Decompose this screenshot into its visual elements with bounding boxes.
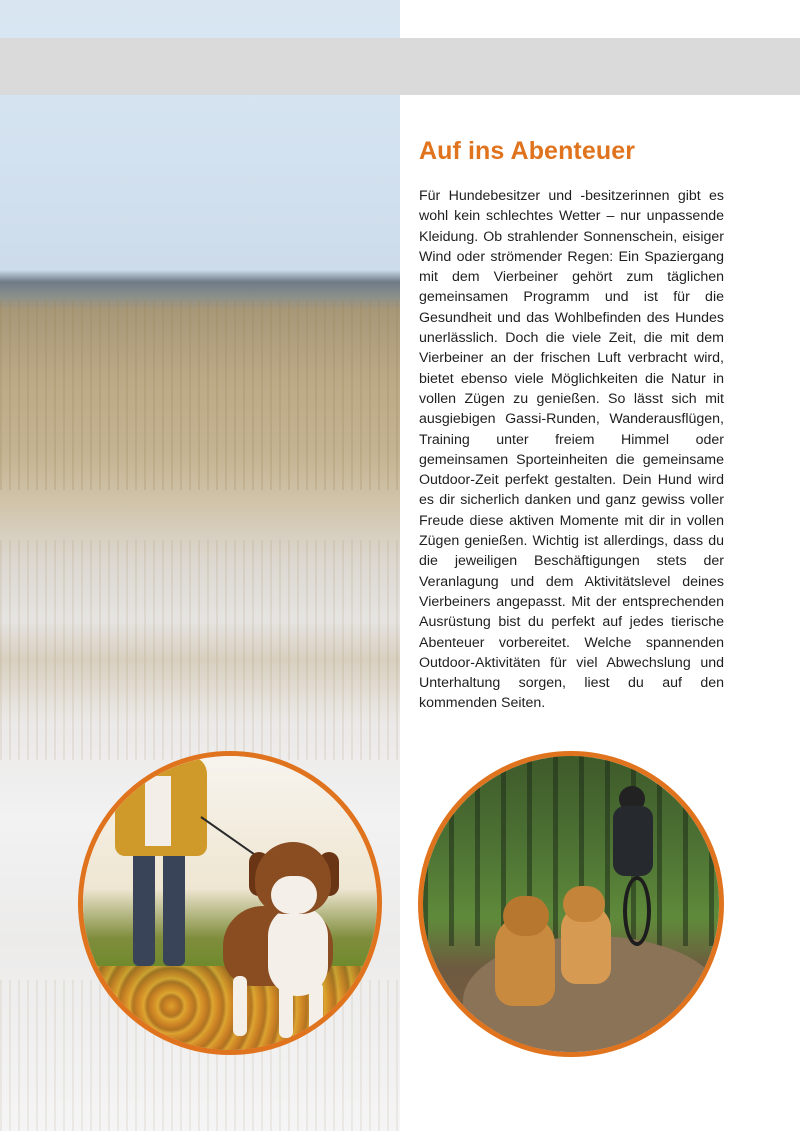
person-shirt: [145, 776, 171, 846]
person-leg: [133, 846, 155, 966]
article-body: Für Hundebesitzer und -besitzerinnen gibt es wohl kein schlechtes Wetter – nur unpassende Kleidung. Ob strahlender Sonnenschein, eisiger Wind oder strömender Regen: Ein Spaziergang mit dem Vierbeiner gehört zum täglichen gemeinsamen Programm und ist für die Gesundheit und das Wohlbefinden des Hundes unerlässlich. Doch die viele Zeit, die mit dem Vierbeiner an der frischen Luft verbracht wird, bietet ebenso viele Möglichkeiten die Natur in vollen Zügen zu genießen. So lässt sich mit ausgiebigen Gassi-Runden, Wanderausflügen, Training unter freiem Himmel oder gemeinsamen Sporteinheiten die gemeinsame Outdoor-Zeit perfekt gestalten. Dein Hund wird es dir sicherlich danken und ganz gewiss voller Freude diese aktiven Momente mit dir in vollen Zügen genießen. Wichtig ist allerdings, dass du die jeweiligen Beschäftigungen stets der Veranlagung und dem Aktivitätslevel deines Vierbeiners angepasst. Mit der entsprechenden Ausrüstung bist du perfekt auf jedes tierische Abenteuer vorbereitet. Welche spannenden Outdoor-Aktivitäten für viel Abwechslung und Unterhaltung sorgen, liest du auf den kommenden Seiten.: [419, 188, 724, 712]
dry-grass-texture: [0, 300, 400, 490]
biker-body: [613, 806, 653, 876]
autumn-leaves: [83, 966, 377, 1055]
running-dog-head: [503, 896, 549, 936]
beagle-leg: [309, 982, 323, 1038]
person-leg: [163, 846, 185, 966]
photo-woman-walking-beagle: [78, 751, 382, 1055]
running-dog-head: [563, 886, 605, 922]
beagle-leg: [279, 982, 293, 1038]
bike-wheel: [623, 876, 651, 946]
beagle-muzzle: [271, 876, 317, 914]
header-banner: [0, 38, 800, 95]
beagle-leg: [233, 976, 247, 1036]
article-title: Auf ins Abenteuer: [419, 137, 636, 165]
snowy-grass-texture: [0, 540, 400, 760]
photo-mountain-biker-with-dogs: [418, 751, 724, 1057]
